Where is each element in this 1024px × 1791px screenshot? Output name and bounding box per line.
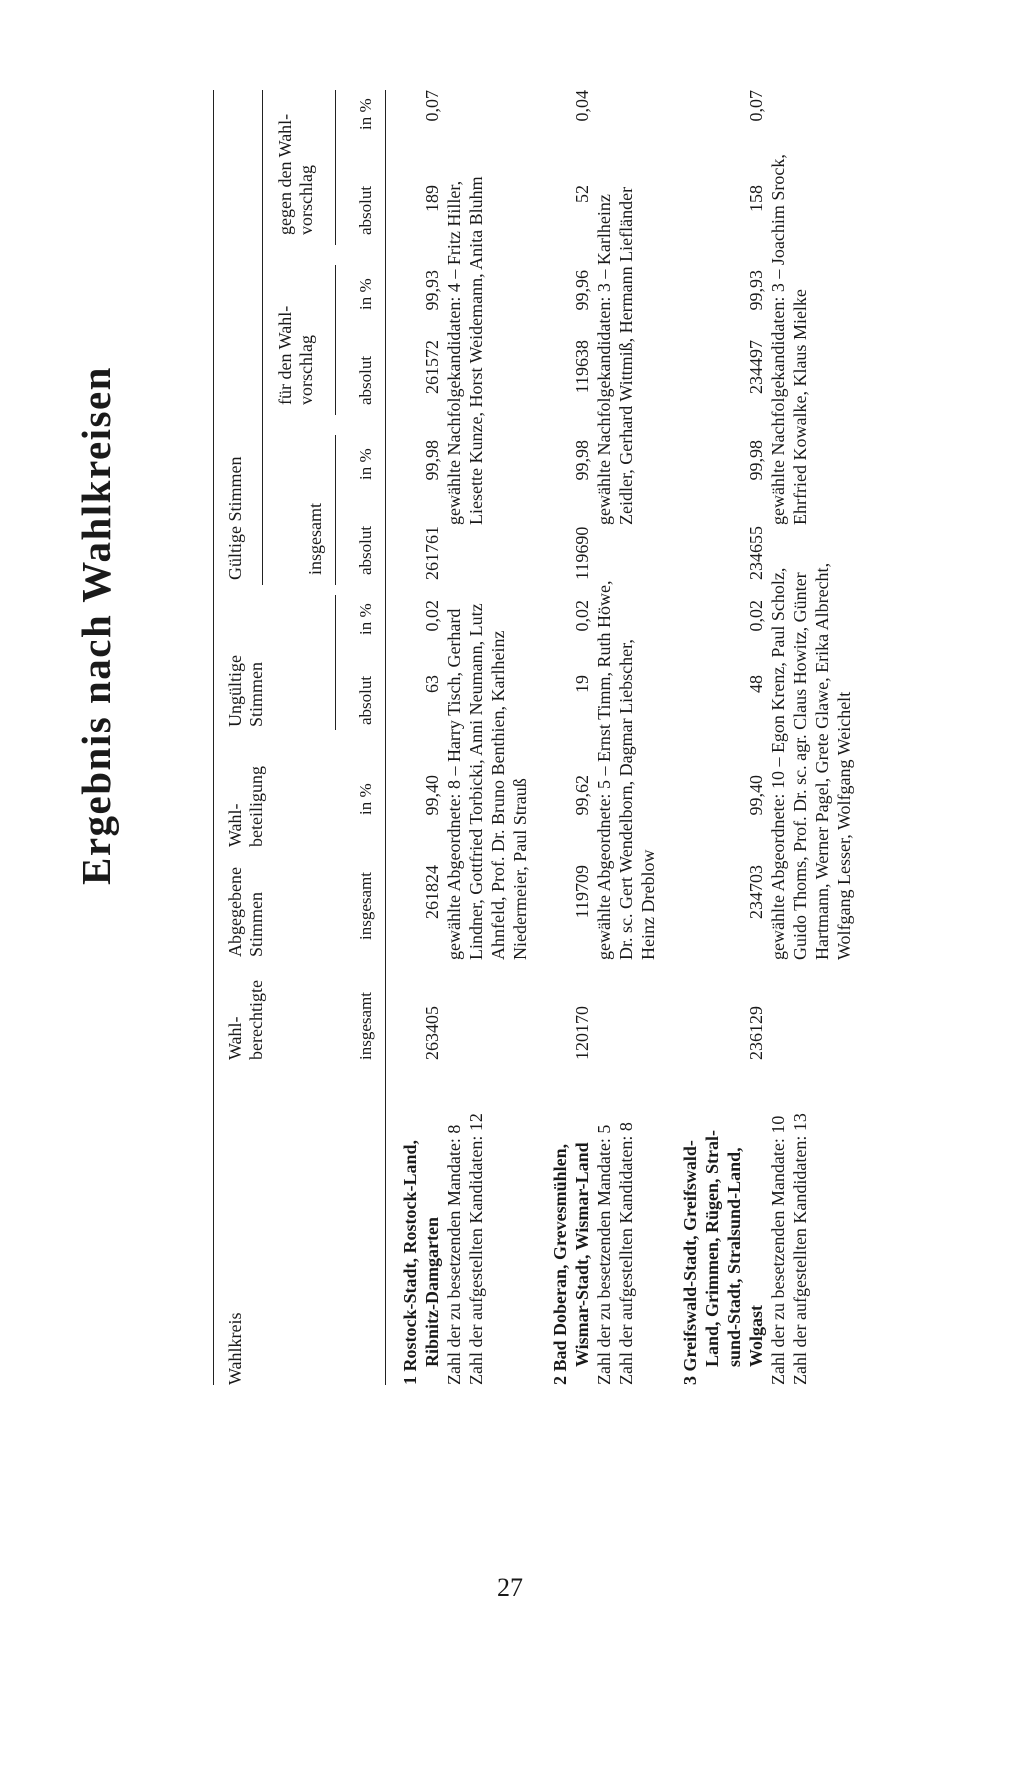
- subheader-wb-insgesamt: insgesamt: [356, 992, 375, 1060]
- gueltig-absolut-value: 261761: [422, 526, 442, 580]
- subheader-ge-inprozent: in %: [356, 98, 375, 130]
- wahlkreis-name-line: Wismar-Stadt, Wismar-Land: [572, 1142, 592, 1367]
- header-abgegebene-2: Stimmen: [246, 891, 266, 957]
- subheader-ung-absolut: absolut: [356, 675, 375, 725]
- abgeordnete-line: Heinz Dreblow: [638, 849, 658, 960]
- ungueltig-prozent-value: 0,02: [572, 600, 592, 632]
- fuer-absolut-value: 261572: [422, 340, 442, 394]
- header-ungueltige-2: Stimmen: [246, 661, 266, 727]
- header-gegen-1: gegen den Wahl-: [275, 113, 295, 235]
- gueltig-prozent-value: 99,98: [572, 440, 592, 481]
- subheader-f-inprozent: in %: [356, 278, 375, 310]
- ungueltig-absolut-value: 48: [746, 675, 766, 693]
- gegen-subrule: [335, 90, 336, 245]
- beteiligung-value: 99,40: [746, 775, 766, 816]
- header-wahlberechtigte-2: berechtigte: [246, 980, 266, 1060]
- abgegeben-value: 234703: [746, 865, 766, 919]
- gegen-prozent-value: 0,07: [746, 90, 766, 122]
- ungueltige-subrule: [335, 595, 336, 730]
- beteiligung-value: 99,40: [422, 775, 442, 816]
- nachfolger-line: Ehrfried Kowalke, Klaus Mielke: [790, 289, 810, 525]
- fuer-subrule: [335, 265, 336, 415]
- wahlkreis-name-line: 3 Greifswald-Stadt, Greifswald-: [680, 1140, 700, 1385]
- nachfolger-line: gewählte Nachfolgekandidaten: 3 – Joachim Srock,: [768, 154, 788, 525]
- header-beteiligung-1: Wahl-: [225, 803, 245, 847]
- ungueltig-absolut-value: 19: [572, 675, 592, 693]
- gueltig-absolut-value: 234655: [746, 526, 766, 580]
- gueltig-prozent-value: 99,98: [422, 440, 442, 481]
- mandate-count: Zahl der zu besetzenden Mandate: 8: [444, 1124, 464, 1385]
- gegen-absolut-value: 189: [422, 185, 442, 212]
- subheader-f-absolut: absolut: [356, 355, 375, 405]
- wahlkreis-name-line: 2 Bad Doberan, Grevesmühlen,: [550, 1143, 570, 1385]
- nachfolger-line: gewählte Nachfolgekandidaten: 3 – Karlheinz: [594, 194, 614, 525]
- abgeordnete-line: gewählte Abgeordnete: 10 – Egon Krenz, Paul Scholz,: [768, 567, 788, 960]
- mandate-count: Zahl der zu besetzenden Mandate: 10: [768, 1115, 788, 1385]
- abgeordnete-line: Hartmann, Werner Pagel, Grete Glawe, Erika Albrecht,: [812, 562, 832, 960]
- abgeordnete-line: gewählte Abgeordnete: 5 – Ernst Timm, Ruth Höwe,: [594, 580, 614, 960]
- gegen-absolut-value: 52: [572, 185, 592, 203]
- fuer-absolut-value: 119638: [572, 340, 592, 394]
- abgeordnete-line: Niedermeier, Paul Strauß: [510, 778, 530, 960]
- abgegeben-value: 119709: [572, 865, 592, 919]
- page-number: 27: [497, 1573, 523, 1602]
- gegen-absolut-value: 158: [746, 185, 766, 212]
- wahlkreis-name-line: Land, Grimmen, Rügen, Stral-: [702, 1129, 722, 1367]
- subheader-wbt-inprozent: in %: [356, 783, 375, 815]
- wahlberechtigte-value: 236129: [746, 1006, 766, 1060]
- header-gegen-2: vorschlag: [296, 165, 316, 235]
- mandate-count: Zahl der zu besetzenden Mandate: 5: [594, 1124, 614, 1385]
- abgeordnete-line: Dr. sc. Gert Wendelborn, Dagmar Liebscher,: [616, 639, 636, 960]
- gueltig-prozent-value: 99,98: [746, 440, 766, 481]
- abgegeben-value: 261824: [422, 865, 442, 919]
- header-bottom-rule: [385, 90, 386, 1385]
- nachfolger-line: Zeidler, Gerhard Wittmiß, Hermann Liefländer: [616, 186, 636, 525]
- abgeordnete-line: Guido Thoms, Prof. Dr. sc. agr. Claus Howitz, Günter: [790, 572, 810, 960]
- wahlkreis-name-line: Wolgast: [746, 1304, 766, 1367]
- gegen-prozent-value: 0,04: [572, 90, 592, 122]
- nachfolger-line: gewählte Nachfolgekandidaten: 4 – Fritz Hiller,: [444, 180, 464, 525]
- header-beteiligung-2: beteiligung: [246, 766, 266, 847]
- kandidaten-count: Zahl der aufgestellten Kandidaten: 8: [616, 1122, 636, 1385]
- abgeordnete-line: Wolfgang Lesser, Wolfgang Weichelt: [834, 691, 854, 960]
- gegen-prozent-value: 0,07: [422, 90, 442, 122]
- header-fuer-2: vorschlag: [296, 335, 316, 405]
- fuer-prozent-value: 99,93: [746, 270, 766, 311]
- abgeordnete-line: gewählte Abgeordnete: 8 – Harry Tisch, Gerhard: [444, 608, 464, 960]
- wahlberechtigte-value: 263405: [422, 1006, 442, 1060]
- header-ungueltige-1: Ungültige: [225, 655, 245, 727]
- wahlkreis-name-line: sund-Stadt, Stralsund-Land,: [724, 1147, 744, 1367]
- wahlkreis-name-line: Ribnitz-Damgarten: [422, 1217, 442, 1367]
- kandidaten-count: Zahl der aufgestellten Kandidaten: 12: [466, 1113, 486, 1385]
- subheader-g-inprozent: in %: [356, 448, 375, 480]
- subheader-ab-insgesamt: insgesamt: [356, 872, 375, 940]
- fuer-absolut-value: 234497: [746, 340, 766, 394]
- wahlkreis-name-line: 1 Rostock-Stadt, Rostock-Land,: [400, 1139, 420, 1385]
- abgeordnete-line: Lindner, Gottfried Torbicki, Anni Neumann, Lutz: [466, 603, 486, 960]
- page-title: Ergebnis nach Wahlkreisen: [73, 366, 119, 885]
- header-fuer-1: für den Wahl-: [275, 305, 295, 405]
- fuer-prozent-value: 99,96: [572, 270, 592, 311]
- subheader-g-absolut: absolut: [356, 525, 375, 575]
- kandidaten-count: Zahl der aufgestellten Kandidaten: 13: [790, 1113, 810, 1385]
- wahlberechtigte-value: 120170: [572, 1006, 592, 1060]
- beteiligung-value: 99,62: [572, 775, 592, 816]
- header-gueltige: Gültige Stimmen: [225, 456, 245, 580]
- header-insgesamt-group: insgesamt: [305, 503, 325, 575]
- insgesamt-subrule: [335, 435, 336, 585]
- subheader-ge-absolut: absolut: [356, 185, 375, 235]
- gueltig-absolut-value: 119690: [572, 526, 592, 580]
- subheader-ung-inprozent: in %: [356, 603, 375, 635]
- rotated-page-content: [0, 25, 1024, 1585]
- nachfolger-line: Liesette Kunze, Horst Weidemann, Anita Bluhm: [466, 176, 486, 525]
- gueltige-rule: [262, 90, 263, 585]
- table-top-rule: [213, 90, 214, 1385]
- fuer-prozent-value: 99,93: [422, 270, 442, 311]
- header-wahlberechtigte-1: Wahl-: [225, 1016, 245, 1060]
- ungueltig-absolut-value: 63: [422, 675, 442, 693]
- abgeordnete-line: Ahnfeld, Prof. Dr. Bruno Benthien, Karlheinz: [488, 630, 508, 960]
- header-wahlkreis: Wahlkreis: [225, 1312, 245, 1385]
- ungueltig-prozent-value: 0,02: [746, 600, 766, 632]
- header-abgegebene-1: Abgegebene: [225, 867, 245, 957]
- ungueltig-prozent-value: 0,02: [422, 600, 442, 632]
